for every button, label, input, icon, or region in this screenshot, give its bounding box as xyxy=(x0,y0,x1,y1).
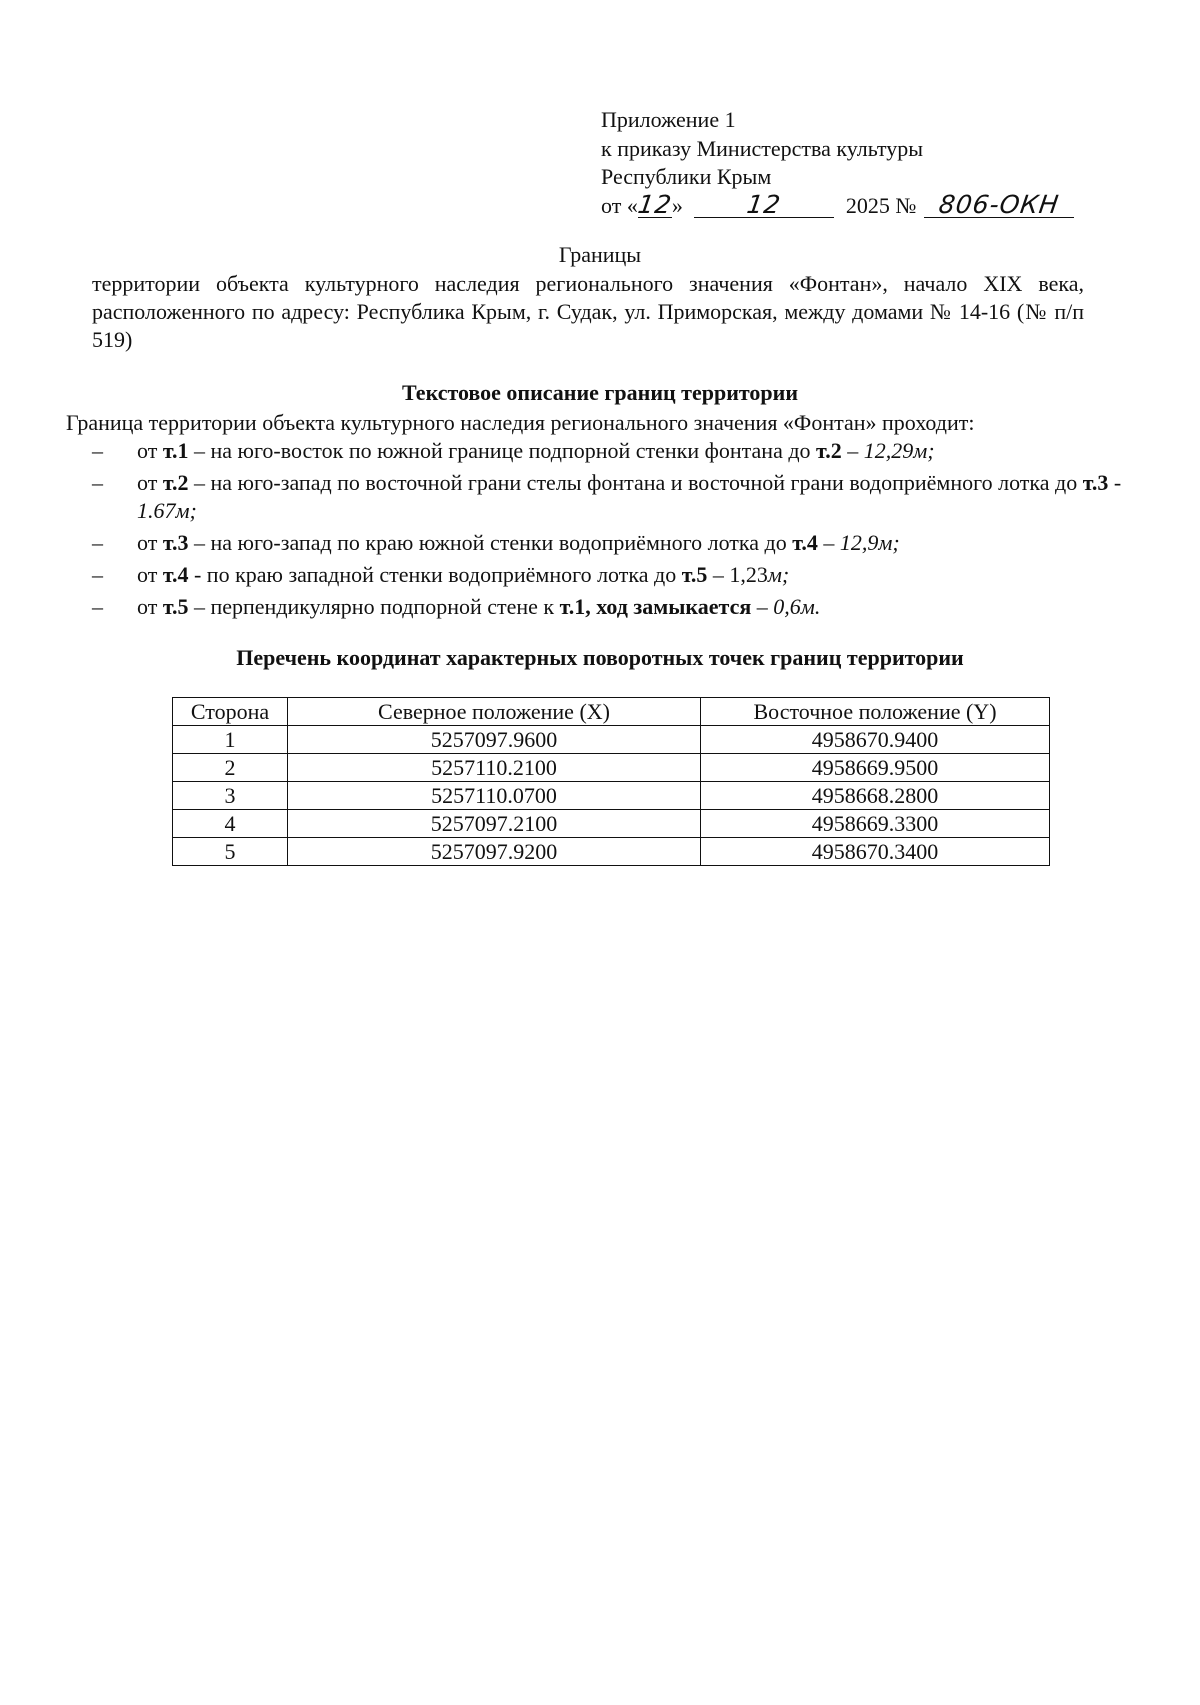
list-item: – от т.2 – на юго-запад по восточной грани стелы фонтана и восточной грани водоприёмного лотка до т.3 - 1.67м; xyxy=(92,470,1122,523)
appendix-line-2: к приказу Министерства культуры xyxy=(601,135,924,161)
table-cell: 4958670.9400 xyxy=(701,726,1050,754)
appendix-line-3: Республики Крым xyxy=(601,164,772,189)
table-cell: 5257097.2100 xyxy=(288,810,701,838)
table-row xyxy=(173,782,1050,810)
day-handwritten: 12 xyxy=(635,189,674,219)
dash-marker: – xyxy=(92,530,103,555)
appendix-line-1: Приложение 1 xyxy=(601,107,736,132)
object-title: территории объекта культурного наследия регионального значения «Фонтан», начало XIX века, расположенного по адресу: Республика Крым, г. Судак, ул. Приморская, между домами № 14-16 (№ п/п 519) xyxy=(92,271,1084,352)
list-item: – от т.1 – на юго-восток по южной границе подпорной стенки фонтана до т.2 – 12,29м; xyxy=(92,438,935,463)
date-close: » xyxy=(671,192,683,218)
dash-marker: – xyxy=(92,594,103,619)
table-row xyxy=(173,810,1050,838)
table-cell: 5257097.9200 xyxy=(288,838,701,866)
column-header-north: Северное положение (X) xyxy=(288,698,701,726)
table-cell: 5257110.0700 xyxy=(288,782,701,810)
column-header-side: Сторона xyxy=(173,698,288,726)
month-handwritten: 12 xyxy=(745,189,784,219)
appendix-block xyxy=(601,106,1074,220)
table-cell: 2 xyxy=(173,754,288,782)
table-cell: 4 xyxy=(173,810,288,838)
year-number-label: 2025 № xyxy=(845,192,917,218)
dash-marker: – xyxy=(92,470,103,495)
date-prefix: от « xyxy=(601,192,638,218)
order-date-line xyxy=(601,189,1074,221)
dash-marker: – xyxy=(92,562,103,587)
order-number-handwritten: 806-ОКН xyxy=(936,189,1061,219)
table-row xyxy=(173,838,1050,866)
month-field xyxy=(694,189,834,219)
table-cell: 5257097.9600 xyxy=(288,726,701,754)
table-cell: 4958670.3400 xyxy=(701,838,1050,866)
boundary-description-list xyxy=(92,437,1132,625)
table-header-row xyxy=(173,698,1050,726)
day-field xyxy=(635,189,674,219)
table-cell: 1 xyxy=(173,726,288,754)
boundaries-label: Границы xyxy=(558,242,642,267)
list-item: – от т.5 – перпендикулярно подпорной стене к т.1, ход замыкается – 0,6м. xyxy=(92,594,821,619)
description-heading: Текстовое описание границ территории xyxy=(401,380,799,405)
table-row xyxy=(173,726,1050,754)
description-intro: Граница территории объекта культурного наследия регионального значения «Фонтан» проходит: xyxy=(66,410,975,435)
order-number-field xyxy=(924,189,1074,219)
table-cell: 5257110.2100 xyxy=(288,754,701,782)
table-cell: 4958669.3300 xyxy=(701,810,1050,838)
coordinates-table xyxy=(172,697,1050,866)
column-header-east: Восточное положение (Y) xyxy=(701,698,1050,726)
table-cell: 5 xyxy=(173,838,288,866)
list-item: – от т.4 - по краю западной стенки водоприёмного лотка до т.5 – 1,23м; xyxy=(92,562,790,587)
table-cell: 3 xyxy=(173,782,288,810)
coordinates-heading: Перечень координат характерных поворотных точек границ территории xyxy=(236,645,964,670)
dash-marker: – xyxy=(92,438,103,463)
list-item: – от т.3 – на юго-запад по краю южной стенки водоприёмного лотка до т.4 – 12,9м; xyxy=(92,530,900,555)
table-cell: 4958669.9500 xyxy=(701,754,1050,782)
table-row xyxy=(173,754,1050,782)
table-cell: 4958668.2800 xyxy=(701,782,1050,810)
